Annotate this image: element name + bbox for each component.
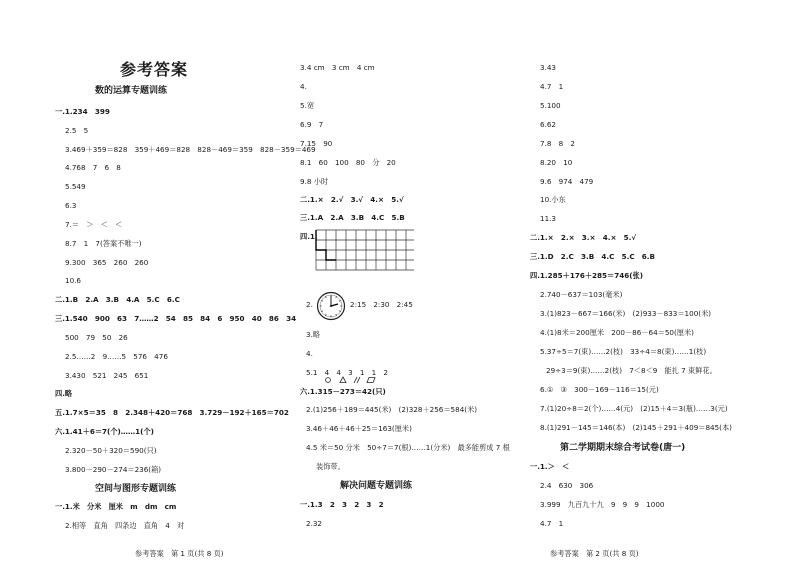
answer-line: 三.1.540 900 63 7……2 54 85 84 6 950 40 86 34	[55, 314, 297, 323]
answer-column-2	[300, 0, 510, 576]
section-heading-geometry: 空间与图形专题训练	[95, 484, 177, 494]
answer-line: 2.5……2 9……5 576 476	[65, 352, 168, 361]
parallel-lines-icon	[354, 377, 357, 383]
answer-line: 29÷3＝9(束)……2(枝) 7＜8＜9 能扎 7 束鲜花。	[546, 366, 717, 375]
grid-figure	[314, 228, 414, 276]
answer-line: 二.1.× 2.× 3.× 4.× 5.√	[530, 233, 637, 242]
section-heading-arithmetic: 数的运算专题训练	[95, 86, 168, 96]
answer-line: 7.(1)20÷8＝2(个)……4(元) (2)15＋4＝3(瓶)……3(元)	[540, 404, 728, 413]
answer-line: 3.43	[540, 63, 557, 72]
answer-line: 5.549	[65, 182, 86, 191]
page-footer-1: 参考答案 第 1 页(共 8 页)	[135, 549, 224, 558]
answer-line: 二.1.× 2.√ 3.√ 4.× 5.√	[300, 195, 404, 204]
answer-line: 五.1.7×5＝35 8 2.348＋420＝768 3.729－192＋165＝702	[55, 408, 289, 417]
page-title: 参考答案	[120, 60, 189, 79]
answer-line: 2.320－50＋320＝590(只)	[65, 446, 157, 455]
answer-line: 六.1.41＋6＝7(个)……1(个)	[55, 427, 154, 436]
answer-line: 4.	[300, 82, 307, 91]
answer-line: 3.(1)823－667＝166(米) (2)933－833＝100(米)	[540, 309, 712, 318]
answer-line: 5.宽	[300, 101, 315, 110]
answer-line: 2.5 5	[65, 126, 89, 135]
answer-line: 一.1.234 399	[55, 107, 110, 116]
answer-column-3	[530, 0, 770, 576]
answer-line: 4.	[306, 349, 313, 358]
answer-line: 二.1.B 2.A 3.B 4.A 5.C 6.C	[55, 295, 180, 304]
answer-line: 4.5 米＝50 分米 50÷7＝7(根)……1(分米) 最多能剪成 7 根	[306, 443, 510, 452]
answer-line: 3.46＋46＋46＋25＝163(厘米)	[306, 424, 412, 433]
circle-icon	[326, 378, 331, 383]
answer-line: 4.7 1	[540, 519, 564, 528]
answer-line: 4.7 1	[540, 82, 564, 91]
answer-line: 3.469＋359＝828 359＋469＝828 828－469＝359 828－359＝469	[65, 145, 316, 154]
section-heading-final-exam: 第二学期期末综合考试卷(唐一)	[560, 443, 686, 453]
answer-line: 3.430 521 245 651	[65, 371, 149, 380]
answer-line: 装饰带。	[316, 462, 345, 471]
answer-line: 7.15 90	[300, 139, 333, 148]
answer-line: 6.9 7	[300, 120, 324, 129]
shape-symbols	[310, 375, 380, 385]
answer-line: 六.1.315－273＝42(只)	[300, 387, 386, 396]
answer-line: 2.32	[306, 519, 323, 528]
answer-line: 三.1.A 2.A 3.B 4.C 5.B	[300, 213, 405, 222]
answer-line: 5.37÷5＝7(束)……2(枝) 33÷4＝8(束)……1(枝)	[540, 347, 707, 356]
answer-line: 三.1.D 2.C 3.B 4.C 5.C 6.B	[530, 252, 655, 261]
answer-line: 四.1.285＋176＋285＝746(张)	[530, 271, 643, 280]
answer-line: 9.6 974 479	[540, 177, 594, 186]
answer-line: 6.3	[65, 201, 77, 210]
answer-line: 一.1.米 分米 厘米 m dm cm	[55, 502, 177, 511]
answer-line: 3.略	[306, 330, 321, 339]
answer-line: 2.740－637＝103(毫米)	[540, 290, 623, 299]
answer-line: 9.300 365 260 260	[65, 258, 149, 267]
answer-line: 四.1.	[300, 232, 318, 241]
answer-line: 11.3	[540, 214, 557, 223]
answer-line: 3.999 九百九十九 9 9 9 1000	[540, 500, 665, 509]
answer-line: 2.4 630 306	[540, 481, 594, 490]
answer-line: 5.1 4 4 3 1 1 2	[306, 368, 388, 377]
answer-line: 3.4 cm 3 cm 4 cm	[300, 63, 375, 72]
triangle-icon	[340, 377, 346, 383]
answer-line: 7.＝ ＞ ＜ ＜	[65, 220, 123, 229]
page-footer-2: 参考答案 第 2 页(共 8 页)	[550, 549, 639, 558]
answer-line: 500 79 50 26	[65, 333, 128, 342]
answer-line: 7.8 8 2	[540, 139, 575, 148]
answer-line: 2.(1)256＋189＝445(米) (2)328＋256＝584(米)	[306, 405, 478, 414]
answer-line: 一.1.＞ ＜	[530, 462, 570, 471]
answer-line: 8.7 1 7(答案不唯一)	[65, 239, 142, 248]
answer-line: 6.62	[540, 120, 557, 129]
answer-line: 4.768 7 6 8	[65, 163, 121, 172]
answer-line: 9.8 小时	[300, 177, 329, 186]
answer-line: 10.小东	[540, 195, 566, 204]
answer-line: 2.相等 直角 四条边 直角 4 对	[65, 521, 185, 530]
answer-line: 8.(1)291－145＝146(本) (2)145＋291＋409＝845(本)	[540, 423, 732, 432]
answer-line: 一.1.3 2 3 2 3 2	[300, 500, 384, 509]
answer-line: 6.① ③ 300－169－116＝15(元)	[540, 385, 659, 394]
answer-line: 5.100	[540, 101, 561, 110]
answer-line: 10.6	[65, 276, 82, 285]
answer-line: 8.1 60 100 80 分 20	[300, 158, 396, 167]
answer-line: 4.(1)8米＝200厘米 200－86－64＝50(厘米)	[540, 328, 694, 337]
answer-line: 8.20 10	[540, 158, 573, 167]
answer-line: 3.800－290－274＝236(箱)	[65, 465, 162, 474]
parallelogram-icon	[367, 378, 375, 383]
answer-line: 2.	[306, 300, 313, 309]
answer-line: 四.略	[55, 389, 73, 398]
clock-answers: 2:15 2:30 2:45	[350, 300, 413, 309]
clock-icon	[316, 291, 346, 321]
section-heading-problem-solving: 解决问题专题训练	[340, 481, 413, 491]
